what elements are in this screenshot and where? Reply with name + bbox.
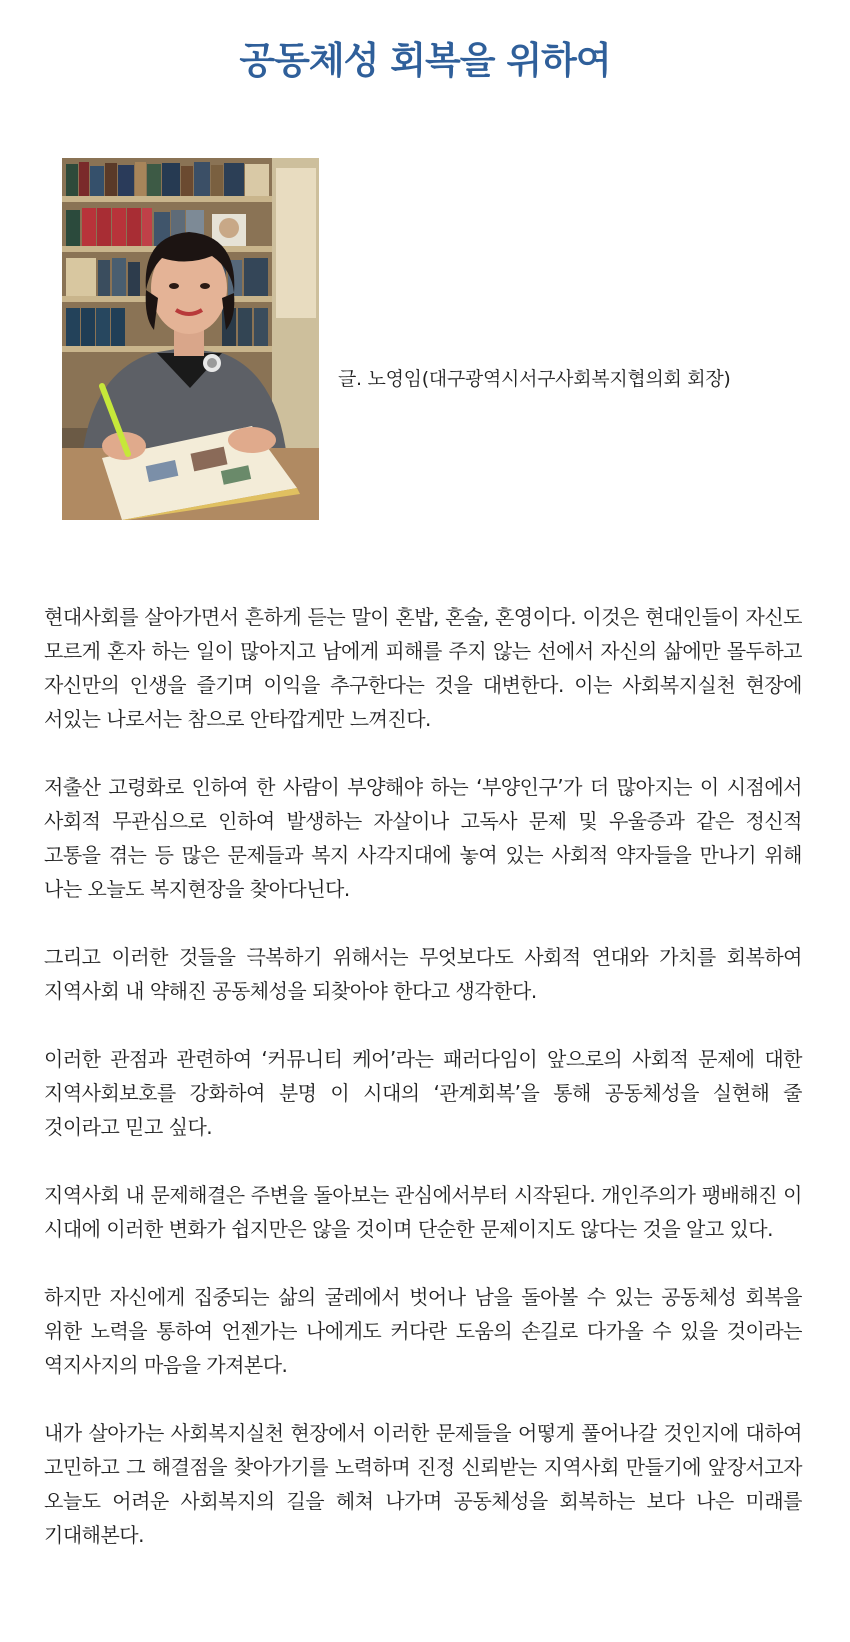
paragraph: 그리고 이러한 것들을 극복하기 위해서는 무엇보다도 사회적 연대와 가치를 회복하여 지역사회 내 약해진 공동체성을 되찾아야 한다고 생각한다.: [44, 945, 802, 1003]
paragraph: 현대사회를 살아가면서 흔하게 듣는 말이 혼밥, 혼술, 혼영이다. 이것은 현대인들이 자신도 모르게 혼자 하는 일이 많아지고 남에게 피해를 주지 않는 선에서 자신의 삶에만 몰두하고 자신만의 인생을 즐기며 이익을 추구한다는 것을 대변한다. 이는 사회복지실천 현장에 서있는 나로서는 참으로 안타깝게만 느껴진다.: [44, 605, 802, 731]
paragraph: 하지만 자신에게 집중되는 삶의 굴레에서 벗어나 남을 돌아볼 수 있는 공동체성 회복을 위한 노력을 통하여 언젠가는 나에게도 커다란 도움의 손길로 다가올 수 있을 것이라는 역지사지의 마음을 가져본다.: [44, 1285, 802, 1377]
paragraph: 이러한 관점과 관련하여 ‘커뮤니티 케어’라는 패러다임이 앞으로의 사회적 문제에 대한 지역사회보호를 강화하여 분명 이 시대의 ‘관계회복’을 통해 공동체성을 실현해 줄 것이라고 믿고 싶다.: [44, 1047, 802, 1139]
paragraph: 저출산 고령화로 인하여 한 사람이 부양해야 하는 ‘부양인구’가 더 많아지는 이 시점에서 사회적 무관심으로 인하여 발생하는 자살이나 고독사 문제 및 우울증과 같은 정신적 고통을 겪는 등 많은 문제들과 복지 사각지대에 놓여 있는 사회적 약자들을 만나기 위해 나는 오늘도 복지현장을 찾아다닌다.: [44, 775, 802, 901]
paragraph: 내가 살아가는 사회복지실천 현장에서 이러한 문제들을 어떻게 풀어나갈 것인지에 대하여 고민하고 그 해결점을 찾아가기를 노력하며 진정 신뢰받는 지역사회 만들기에 앞장서고자 오늘도 어려운 사회복지의 길을 헤쳐 나가며 공동체성을 회복하는 보다 나은 미래를 기대해본다.: [44, 1421, 802, 1547]
article-title: 공동체성 회복을 위하여: [239, 39, 611, 82]
paragraph: 지역사회 내 문제해결은 주변을 돌아보는 관심에서부터 시작된다. 개인주의가 팽배해진 이 시대에 이러한 변화가 쉽지만은 않을 것이며 단순한 문제이지도 않다는 것을 알고 있다.: [44, 1183, 802, 1241]
author-byline: 글. 노영임(대구광역시서구사회복지협의회 회장): [338, 368, 731, 390]
article-body: [44, 600, 802, 1586]
author-photo: [62, 158, 319, 520]
